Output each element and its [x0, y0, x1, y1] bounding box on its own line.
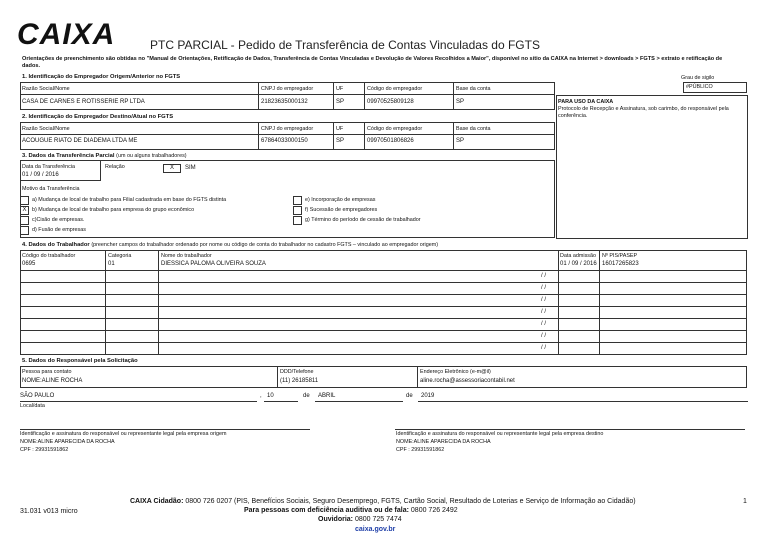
motivo-e-checkbox[interactable] — [293, 196, 302, 205]
local-value: SÃO PAULO — [20, 393, 55, 399]
data-transferencia-value: 01 / 09 / 2016 — [22, 172, 59, 178]
contato-value: NOME:ALINE ROCHA — [22, 378, 83, 384]
section-4-title: 4. Dados do Trabalhador — [22, 242, 90, 248]
local-data-label: Local/data — [20, 403, 45, 409]
de-label-2: de — [406, 393, 413, 399]
row1-admissao: 01 / 09 / 2016 — [560, 261, 597, 267]
assinatura-destino-cpf: CPF : 29931591862 — [396, 447, 445, 453]
section-3-note: (um ou alguns trabalhadores) — [116, 153, 187, 159]
relacao-value: SIM — [185, 165, 196, 171]
s1-uf-label: UF — [336, 86, 344, 92]
table-row-divider — [20, 270, 746, 271]
s2-razao-value: ACOUGUE RIATO DE DIADEMA LTDA ME — [22, 138, 138, 144]
motivo-g-checkbox[interactable] — [293, 216, 302, 225]
assinatura-origem-cpf: CPF : 29931591862 — [20, 447, 69, 453]
motivo-a-label: a) Mudança de local de trabalho para Filial cadastrada em base do FGTS distinta — [32, 197, 227, 203]
s1-cnpj-label: CNPJ do empregador — [261, 86, 314, 92]
motivo-d-label: d) Fusão de empresas — [32, 227, 86, 233]
empty-date-cell: / / — [541, 321, 547, 327]
empty-date-cell: / / — [541, 309, 547, 315]
s1-uf-value: SP — [336, 99, 345, 105]
motivo-e-label: e) Incorporação de empresas — [305, 197, 376, 203]
s2-uf-value: SP — [336, 138, 345, 144]
mes-value: ABRIL — [318, 393, 336, 399]
contato-label: Pessoa para contato — [22, 369, 72, 375]
form-code: 31.031 v013 micro — [20, 508, 78, 515]
document-title: PTC PARCIAL - Pedido de Transferência de Contas Vinculadas do FGTS — [150, 38, 540, 52]
col-admissao-header: Data admissão — [560, 253, 596, 259]
motivo-label: Motivo da Transferência — [22, 186, 80, 192]
section-1-title: 1. Identificação do Empregador Origem/Anterior no FGTS — [22, 74, 181, 80]
footer-line-1-text: 0800 726 0207 (PIS, Benefícios Sociais, Seguro Desemprego, FGTS, Cartão Social, Resultado de Loterias e Serviço de Informação ao Cidadão) — [185, 498, 636, 505]
section-5-title: 5. Dados do Responsável pela Solicitação — [22, 358, 138, 364]
telefone-label: DDD/Telefone — [280, 369, 314, 375]
de-label-1: de — [303, 393, 310, 399]
ano-value: 2019 — [421, 393, 435, 399]
motivo-b-checkbox[interactable]: X — [20, 206, 29, 215]
data-transferencia-label: Data da Transferência — [22, 164, 76, 170]
uso-caixa-title: PARA USO DA CAIXA — [558, 99, 614, 105]
motivo-f-label: f) Sucessão de empregadores — [305, 207, 378, 213]
motivo-g-label: g) Término do período de cessão de trabalhador — [305, 217, 421, 223]
s2-uf-label: UF — [336, 126, 344, 132]
s1-razao-label: Razão Social/Nome — [22, 86, 70, 92]
assinatura-origem-label: Identificação e assinatura do responsável ou representante legal pela empresa origem — [20, 431, 227, 437]
footer-line-3-label: Ouvidoria: — [318, 516, 354, 523]
s1-base-label: Base da conta — [456, 86, 491, 92]
table-row-divider — [20, 306, 746, 307]
section-2-title: 2. Identificação do Empregador Destino/Atual no FGTS — [22, 114, 174, 120]
s1-codigo-label: Código do empregador — [367, 86, 423, 92]
row1-categoria: 01 — [108, 261, 115, 267]
table-row-divider — [20, 294, 746, 295]
assinatura-destino-nome: NOME:ALINE APARECIDA DA ROCHA — [396, 439, 491, 445]
sigilo-value: #PÚBLICO — [686, 84, 713, 90]
col-pis-header: Nº PIS/PASEP — [602, 253, 638, 259]
section-4-note: (preencher campos do trabalhador ordenado por nome ou código de conta do trabalhador no cadastro FGTS – vinculado ao empregador origem) — [91, 242, 439, 248]
s2-codigo-label: Código do empregador — [367, 126, 423, 132]
motivo-f-checkbox[interactable] — [293, 206, 302, 215]
s2-cnpj-value: 67864033000150 — [261, 138, 308, 144]
col-codigo-header: Código do trabalhador — [22, 253, 76, 259]
caixa-logo: CAIXA — [17, 18, 116, 51]
footer-line-1-label: CAIXA Cidadão: — [130, 498, 184, 505]
row1-nome: DIESSICA PALOMA OLIVEIRA SOUZA — [161, 261, 266, 267]
row1-pis: 16017265823 — [602, 261, 639, 267]
footer-line-3-text: 0800 725 7474 — [354, 516, 402, 523]
s2-base-value: SP — [456, 138, 465, 144]
relacao-label: Relação — [105, 164, 125, 170]
relacao-checkbox[interactable]: X — [163, 164, 181, 173]
email-label: Endereço Eletrônico (e-m@il) — [420, 369, 491, 375]
assinatura-origem-nome: NOME:ALINE APARECIDA DA ROCHA — [20, 439, 115, 445]
table-row-divider — [20, 282, 746, 283]
col-nome-header: Nome do trabalhador — [161, 253, 212, 259]
footer-line-1 — [130, 498, 636, 505]
instructions-text: Orientações de preenchimento são obtidas no "Manual de Orientações, Retificação de Dados, Transferência de Contas Vinculadas e Devolução de Valores Recolhidos a Maior", disponível no sítio da CAIXA na Internet > downloads > FGTS > extrato e retificação de dados. — [22, 56, 723, 69]
dia-prefix: , — [260, 393, 262, 399]
table-row-divider — [20, 330, 746, 331]
uso-caixa-text: Protocolo de Recepção e Assinatura, sob carimbo, do responsável pela conferência. — [558, 106, 729, 119]
footer-line-2-text: 0800 726 2492 — [410, 507, 458, 514]
col-categoria-header: Categoria — [108, 253, 132, 259]
s1-razao-value: CASA DE CARNES E ROTISSERIE RP LTDA — [22, 99, 145, 105]
empty-date-cell: / / — [541, 285, 547, 291]
empty-date-cell: / / — [541, 333, 547, 339]
row1-codigo: 0695 — [22, 261, 36, 267]
caixa-site-link[interactable]: caixa.gov.br — [355, 526, 396, 533]
motivo-a-checkbox[interactable] — [20, 196, 29, 205]
s2-razao-label: Razão Social/Nome — [22, 126, 70, 132]
table-row-divider — [20, 318, 746, 319]
s2-base-label: Base da conta — [456, 126, 491, 132]
s1-base-value: SP — [456, 99, 465, 105]
sigilo-label: Grau de sigilo — [681, 75, 715, 81]
motivo-d-checkbox[interactable] — [20, 226, 29, 235]
section-5-box — [20, 366, 747, 388]
dia-value: 10 — [267, 393, 274, 399]
empty-date-cell: / / — [541, 345, 547, 351]
empty-date-cell: / / — [541, 273, 547, 279]
assinatura-destino-label: Identificação e assinatura do responsável ou representante legal pela empresa destino — [396, 431, 604, 437]
motivo-b-label: b) Mudança de local de trabalho para empresa do grupo econômico — [32, 207, 195, 213]
section-3-title-row — [22, 153, 187, 159]
footer-line-3 — [318, 516, 402, 523]
telefone-value: (11) 26185811 — [280, 378, 319, 384]
email-value: aline.rocha@assessoriacontabil.net — [420, 378, 515, 384]
page-number: 1 — [743, 498, 747, 505]
s2-cnpj-label: CNPJ do empregador — [261, 126, 314, 132]
s1-codigo-value: 09970525809128 — [367, 99, 414, 105]
motivo-c-checkbox[interactable] — [20, 216, 29, 225]
s2-codigo-value: 09970501806826 — [367, 138, 414, 144]
footer-line-2 — [244, 507, 458, 514]
motivo-c-label: c)Cisão de empresas. — [32, 217, 85, 223]
table-row-divider — [20, 342, 746, 343]
section-4-title-row — [22, 242, 438, 248]
s1-cnpj-value: 21823635000132 — [261, 99, 308, 105]
footer-line-2-label: Para pessoas com deficiência auditiva ou de fala: — [244, 507, 409, 514]
section-3-title: 3. Dados da Transferência Parcial — [22, 153, 115, 159]
empty-date-cell: / / — [541, 297, 547, 303]
